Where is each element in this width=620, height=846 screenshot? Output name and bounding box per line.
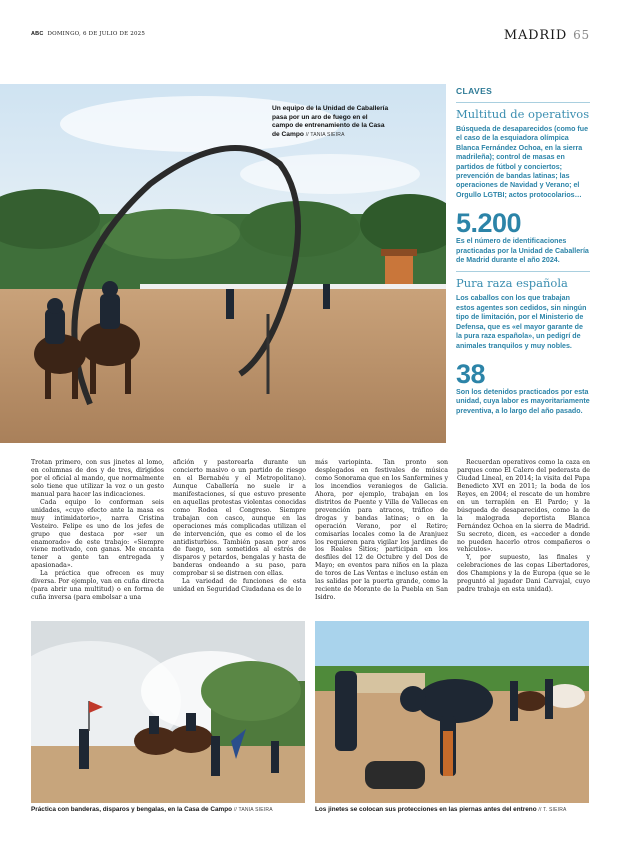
caption-banderas-text: Práctica con banderas, disparos y bengalas, en la Casa de Campo — [31, 806, 233, 813]
sidebar-divider — [456, 102, 590, 103]
section-title: MADRID — [503, 28, 568, 43]
sidebar-figure-identificaciones: 5.200 — [456, 208, 522, 239]
caption-banderas-credit: // TANIA SIEIRA — [233, 807, 273, 813]
caption-protecciones-text: Los jinetes se colocan sus protecciones en las piernas antes del entreno — [315, 806, 537, 813]
main-photo-credit: // TANIA SIEIRA — [305, 131, 345, 138]
paragraph: Recuerdan operativos como la caza en parques como El Calero del pederasta de Ciudad Lineal, en 2014; la visita del Papa Benedicto XVI en 2011; la boda de los Reyes, en 2004; el rescate de un hombre en un terraplén en El Pardo; y la búsqueda de desaparecidos, como la de la malograda deportista Blanca Fernández Ochoa en la sierra de Madrid. Su secreto, dicen, es «acceder a donde no pueden hacerlo otros compañeros o vehículos». — [457, 459, 590, 554]
sidebar-text-identificaciones: Es el número de identificaciones practicadas por la Unidad de Caballería de Madrid durante el año 2024. — [456, 237, 589, 265]
sidebar-subhead-raza: Pura raza española — [456, 276, 568, 291]
issue-date: DOMINGO, 6 DE JULIO DE 2025 — [47, 31, 146, 37]
sidebar-text-detenidos: Son los detenidos practicados por esta unidad, cuya labor es mayoritariamente preventiva, a lo largo del año pasado. — [456, 387, 590, 415]
main-caption-text: Un equipo de la Unidad de Caballería pasa por un aro de fuego en el campo de entrenamiento de la Casa de Campo — [272, 105, 389, 138]
page-number: 65 — [573, 28, 590, 42]
claves-sidebar — [456, 86, 590, 416]
sidebar-text-operativos: Búsqueda de desaparecidos (como fue el caso de la esquiadora olímpica Blanca Fernández Ochoa, en la sierra madrileña); control de masas en partidos de fútbol y conciertos; prevención de bandas latinas; las operaciones de Navidad y Verano; el Orgullo LGTBI; actos protocolarios… — [456, 125, 589, 199]
sidebar-divider — [456, 271, 590, 272]
main-photo-caption — [272, 105, 390, 139]
caption-protecciones-credit: // T. SIEIRA — [538, 807, 567, 813]
caption-protecciones — [315, 806, 567, 813]
sidebar-figure-detenidos: 38 — [456, 358, 486, 389]
paragraph: La variedad de funciones de esta unidad en Seguridad Ciudadana es de lo — [173, 578, 306, 594]
body-column-1 — [31, 459, 164, 602]
brand-logo: ABC — [31, 31, 44, 37]
body-column-3 — [315, 459, 448, 602]
body-column-2 — [173, 459, 306, 594]
caption-banderas — [31, 806, 273, 813]
body-column-4 — [457, 459, 590, 594]
sidebar-text-raza: Los caballos con los que trabajan estos agentes son cedidos, sin ningún tipo de limitación, por el Ministerio de Defensa, que es «el mayor garante de la pura raza española», un pedigrí de animales tranquilos y muy nobles. — [456, 294, 587, 350]
photo-protecciones — [315, 621, 589, 803]
paragraph: Trotan primero, con sus jinetes al lomo, en columnas de dos y de tres, dirigidos por el oficial al mando, que normalmente solo tiene que utilizar la voz o un gesto manual para hacer las indicaciones. — [31, 459, 164, 498]
sidebar-subhead-operativos: Multitud de operativos — [456, 107, 590, 121]
sidebar-label: CLAVES — [456, 86, 493, 96]
page-header-left — [31, 31, 145, 37]
paragraph: La práctica que ofrecen es muy diversa. Por ejemplo, van en cuña directa (para abrir una multitud) o en forma de cuña inversa (para embolsar a una — [31, 570, 164, 602]
paragraph: más variopinta. Tan pronto son desplegados en festivales de música como Sonorama que en los Sanfermines y los incendios veraniegos de Galicia. Ahora, por ejemplo, trabajan en los distritos de Puente y Villa de Vallecas en prevención para atracos, tráfico de drogas y bandas latinas; o en la operación Verano, por el Retiro; comisarías locales como la de Aranjuez los requieren para vigilar los jardines de los Reales Sitios; participan en los desfiles del 12 de Octubre y del Dos de Mayo; en eventos para niños en la plaza de toros de Las Ventas e incluso están en las salidas por la puerta grande, como la reciente de Morante de la Puebla en San Isidro. — [315, 459, 448, 602]
photo-banderas — [31, 621, 305, 803]
page-header-right — [504, 28, 590, 43]
paragraph: Cada equipo lo conforman seis unidades, «cuyo efecto ante la masa es muy intimidatorio», narra Cristina Vesteiro. Felipe es uno de los jefes de grupo que destaca por «ser un enamorado» de este trabajo: «Siempre viene motivado, con ganas. Me encanta tener a gente tan entregada y apasionada». — [31, 498, 164, 570]
paragraph: Y, por supuesto, las finales y celebraciones de las copas Libertadores, dos Champions y la de Europa (que se le preguntó al jugador Dani Carvajal, cuyo padre trabaja en esta unidad). — [457, 554, 590, 594]
paragraph: afición y pastorearla durante un concierto masivo o un partido de riesgo en el Bernabéu y el Metropolitano). Aunque Caballería no suele ir a manifestaciones, sí que estuvo presente en aquellas protestas violentas conocidas como Rodea el Congreso. Siempre trabajan con casco, aunque en las operaciones más complicadas utilizan el de intervención, que es como el de los antidisturbios. También pasan por aros de fuego, son sometidos al estrés de disparos y petardos, bengalas y hasta de banderas ondeando a su paso, para comprobar si se distraen con ellas. — [173, 459, 306, 578]
